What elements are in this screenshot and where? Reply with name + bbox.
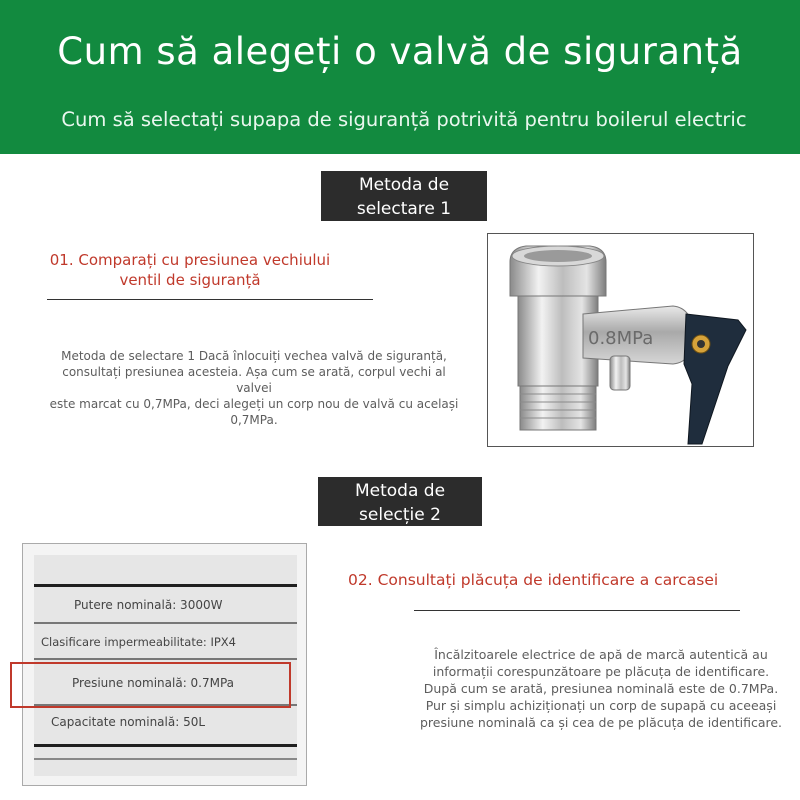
valve-illustration bbox=[488, 234, 754, 447]
method-2-description-line2: informații corespunzătoare pe plăcuța de identificare. bbox=[432, 664, 770, 679]
nameplate-waterproof: Clasificare impermeabilitate: IPX4 bbox=[41, 635, 236, 649]
page-title: Cum să alegeți o valvă de siguranță bbox=[57, 30, 743, 73]
method-1-description bbox=[48, 348, 460, 428]
method-2-description-line5: presiune nominală ca și cea de pe plăcuța de identificare. bbox=[419, 715, 783, 730]
method-1-badge-line2: selectare 1 bbox=[356, 199, 452, 219]
method-2-badge-line2: selecție 2 bbox=[359, 505, 441, 525]
valve-pressure-marking: 0.8MPa bbox=[588, 328, 654, 349]
nameplate-bar bbox=[34, 584, 297, 587]
nameplate-bar bbox=[34, 622, 297, 624]
method-2-description-line3: După cum se arată, presiunea nominală este de 0.7MPa. bbox=[423, 681, 779, 696]
nameplate-pressure: Presiune nominală: 0.7MPa bbox=[72, 676, 235, 690]
method-2-description-line1: Încălzitoarele electrice de apă de marcă autentică au bbox=[434, 647, 768, 662]
valve-photo bbox=[487, 233, 754, 447]
method-1-badge-line1: Metoda de bbox=[358, 175, 450, 195]
method-2-badge-line1: Metoda de bbox=[354, 481, 446, 501]
method-2-divider bbox=[414, 610, 740, 611]
method-1-description-line4: 0,7MPa. bbox=[230, 413, 278, 427]
pressure-highlight-box bbox=[10, 662, 291, 708]
nameplate-bar bbox=[34, 744, 297, 747]
method-1-heading-line2: ventil de siguranță bbox=[119, 271, 261, 289]
method-2-heading: 02. Consultați plăcuța de identificare a carcasei bbox=[348, 571, 719, 589]
nameplate-bar bbox=[34, 658, 297, 660]
nameplate-bar bbox=[34, 758, 297, 760]
method-1-divider bbox=[47, 299, 373, 300]
header-banner bbox=[0, 0, 800, 154]
method-2-description bbox=[402, 646, 800, 731]
method-2-description-line4: Pur și simplu achiziționați un corp de supapă cu aceeași bbox=[425, 698, 777, 713]
method-1-description-line3: este marcat cu 0,7MPa, deci alegeți un corp nou de valvă cu același bbox=[49, 397, 459, 411]
method-1-heading bbox=[40, 250, 340, 290]
method-1-description-line1: Metoda de selectare 1 Dacă înlocuiți vechea valvă de siguranță, bbox=[61, 349, 447, 363]
page-subtitle: Cum să selectați supapa de siguranță potrivită pentru boilerul electric bbox=[61, 108, 747, 131]
nameplate-power: Putere nominală: 3000W bbox=[74, 598, 223, 612]
nameplate-capacity: Capacitate nominală: 50L bbox=[51, 715, 206, 729]
method-1-description-line2: consultați presiunea acesteia. Așa cum se arată, corpul vechi al valvei bbox=[62, 365, 446, 395]
method-1-badge bbox=[321, 171, 487, 221]
method-2-badge bbox=[318, 477, 482, 526]
method-1-heading-line1: 01. Comparați cu presiunea vechiului bbox=[49, 251, 331, 269]
